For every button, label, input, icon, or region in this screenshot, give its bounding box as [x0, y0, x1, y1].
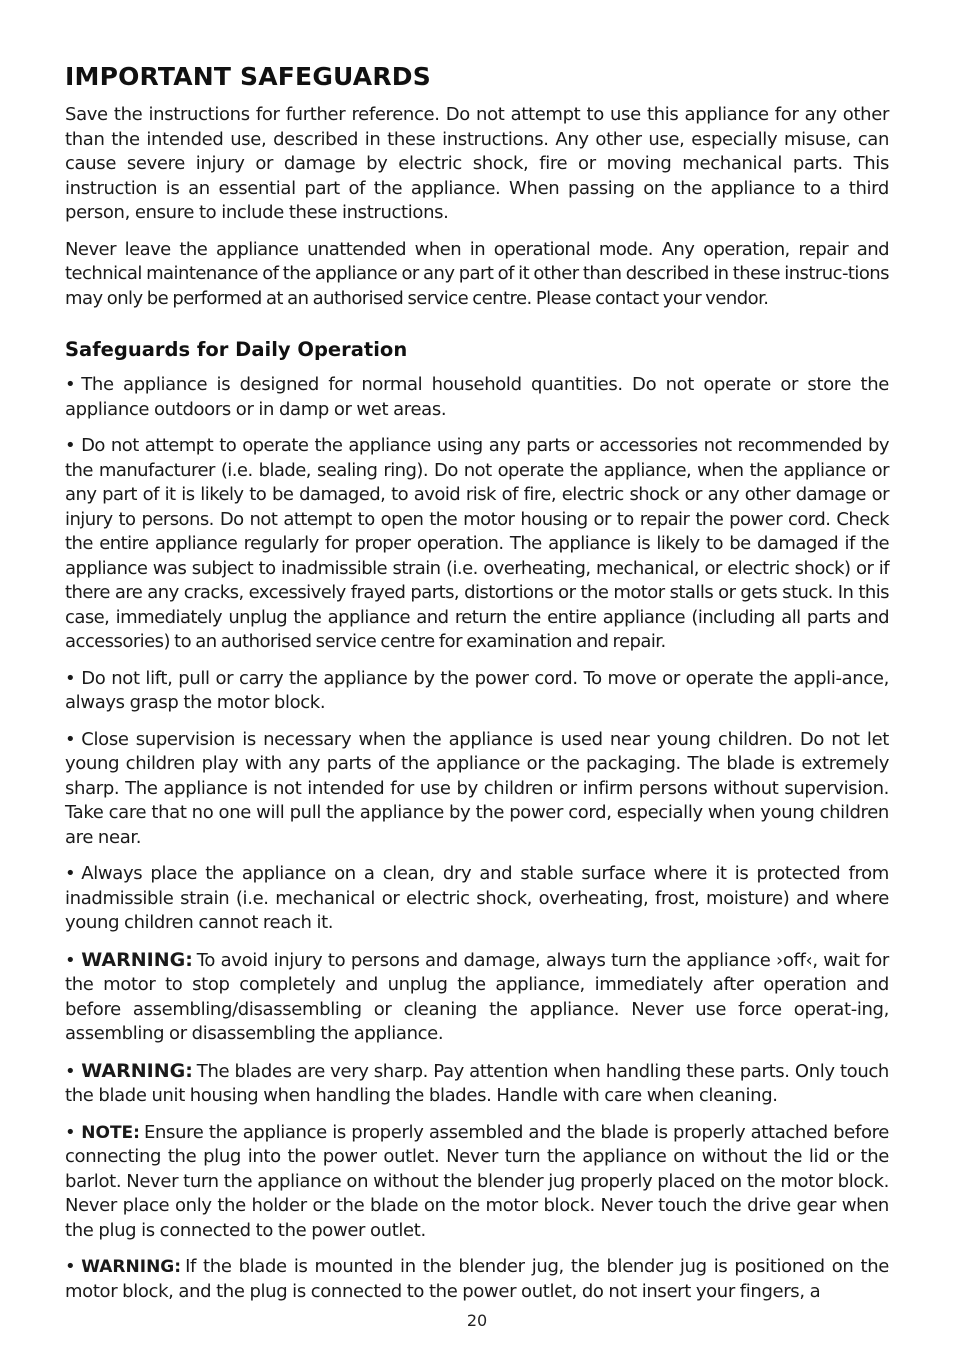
warning-label: WARNING:	[81, 948, 193, 971]
bullet-mark: •	[65, 1121, 76, 1143]
bullet-mark: •	[65, 863, 76, 884]
safeguard-text: The appliance is designed for normal household quantities. Do not operate or store the appliance outdoors or in damp or wet areas.	[65, 374, 889, 420]
warning-text: The blades are very sharp. Pay attention when handling these parts. Only touch the blade unit housing when handling the blades. Handle with care when cleaning.	[65, 1060, 889, 1106]
safeguard-text: Close supervision is necessary when the appliance is used near young children. Do not let young children play with any parts of the appliance or the packaging. The blade is extremely sharp. The appliance is not intended for use by children or infirm persons without supervision. Take care that no one will pull the appliance by the power cord, especially when young children are near.	[65, 728, 889, 848]
safeguard-text: Always place the appliance on a clean, dry and stable surface where it is protected from inadmissible strain (i.e. mechanical or electric shock, overheating, frost, moisture) and where young children cannot reach it.	[65, 863, 889, 933]
warning-item	[65, 948, 889, 1047]
safeguard-item	[65, 667, 889, 716]
note-item	[65, 1121, 889, 1244]
bullet-mark: •	[65, 435, 76, 456]
warning-label: WARNING:	[81, 1059, 193, 1082]
safeguard-item	[65, 728, 889, 851]
note-label: NOTE:	[81, 1122, 140, 1143]
warning-text: To avoid injury to persons and damage, always turn the appliance ›off‹, wait for the motor to stop completely and unplug the appliance, immediately after operation and before assembling/disassembling or cleaning the appliance. Never use force operat-ing, assembling or disassembling the appliance.	[65, 949, 889, 1044]
page-number: 20	[466, 1311, 488, 1330]
safeguard-item	[65, 434, 889, 655]
warning-item	[65, 1255, 889, 1304]
bullet-mark: •	[65, 1256, 76, 1277]
bullet-mark: •	[65, 374, 76, 395]
bullet-mark: •	[65, 1060, 76, 1082]
bullet-mark: •	[65, 949, 76, 971]
page-title: IMPORTANT SAFEGUARDS	[65, 62, 431, 91]
safeguard-item	[65, 373, 889, 422]
note-text: Ensure the appliance is properly assembled and the blade is properly attached before connecting the plug into the power outlet. Never turn the appliance on without the lid or the barlot. Never turn the appliance on without the blender jug properly placed on the motor block. Never place only the holder or the blade on the motor block. Never touch the drive gear when the plug is connected to the power outlet.	[65, 1121, 889, 1241]
bullet-mark: •	[65, 667, 76, 689]
safeguard-text: Do not attempt to operate the appliance using any parts or accessories not recommended by the manufacturer (i.e. blade, sealing ring). Do not operate the appliance, when the appliance or any part of it is likely to be damaged, to avoid risk of fire, electric shock or any other damage or injury to persons. Do not attempt to open the motor housing or to repair the power cord. Check the entire appliance regularly for proper operation. The appliance is likely to be damaged if the appliance was subject to inadmissible strain (i.e. overheating, mechanical, or electric shock) or if there are any cracks, excessively frayed parts, distortions or the motor stalls or gets stuck. In this case, immediately unplug the appliance and return the entire appliance (including all parts and accessories) to an authorised service centre for examination and repair.	[65, 435, 889, 652]
manual-page	[65, 60, 889, 1316]
section-heading: Safeguards for Daily Operation	[65, 338, 408, 361]
intro-paragraph: Never leave the appliance unattended when in operational mode. Any operation, repair and technical maintenance of the appliance or any part of it other than described in these instruc-tions may only be performed at an authorised service centre. Please contact your vendor.	[65, 238, 889, 309]
bullet-mark: •	[65, 728, 76, 750]
safeguard-text: Do not lift, pull or carry the appliance by the power cord. To move or operate the appli-ance, always grasp the motor block.	[65, 667, 889, 713]
warning-item	[65, 1059, 889, 1109]
warning-label: WARNING:	[81, 1257, 182, 1277]
safeguard-item	[65, 862, 889, 936]
warning-text: If the blade is mounted in the blender jug, the blender jug is positioned on the motor block, and the plug is connected to the power outlet, do not insert your fingers, a	[65, 1256, 889, 1302]
intro-paragraph: Save the instructions for further reference. Do not attempt to use this appliance for any other than the intended use, described in these instructions. Any other use, especially misuse, can cause severe injury or damage by electric shock, fire or moving mechanical parts. This instruction is an essential part of the appliance. When passing on the appliance to a third person, ensure to include these instructions.	[65, 104, 889, 223]
